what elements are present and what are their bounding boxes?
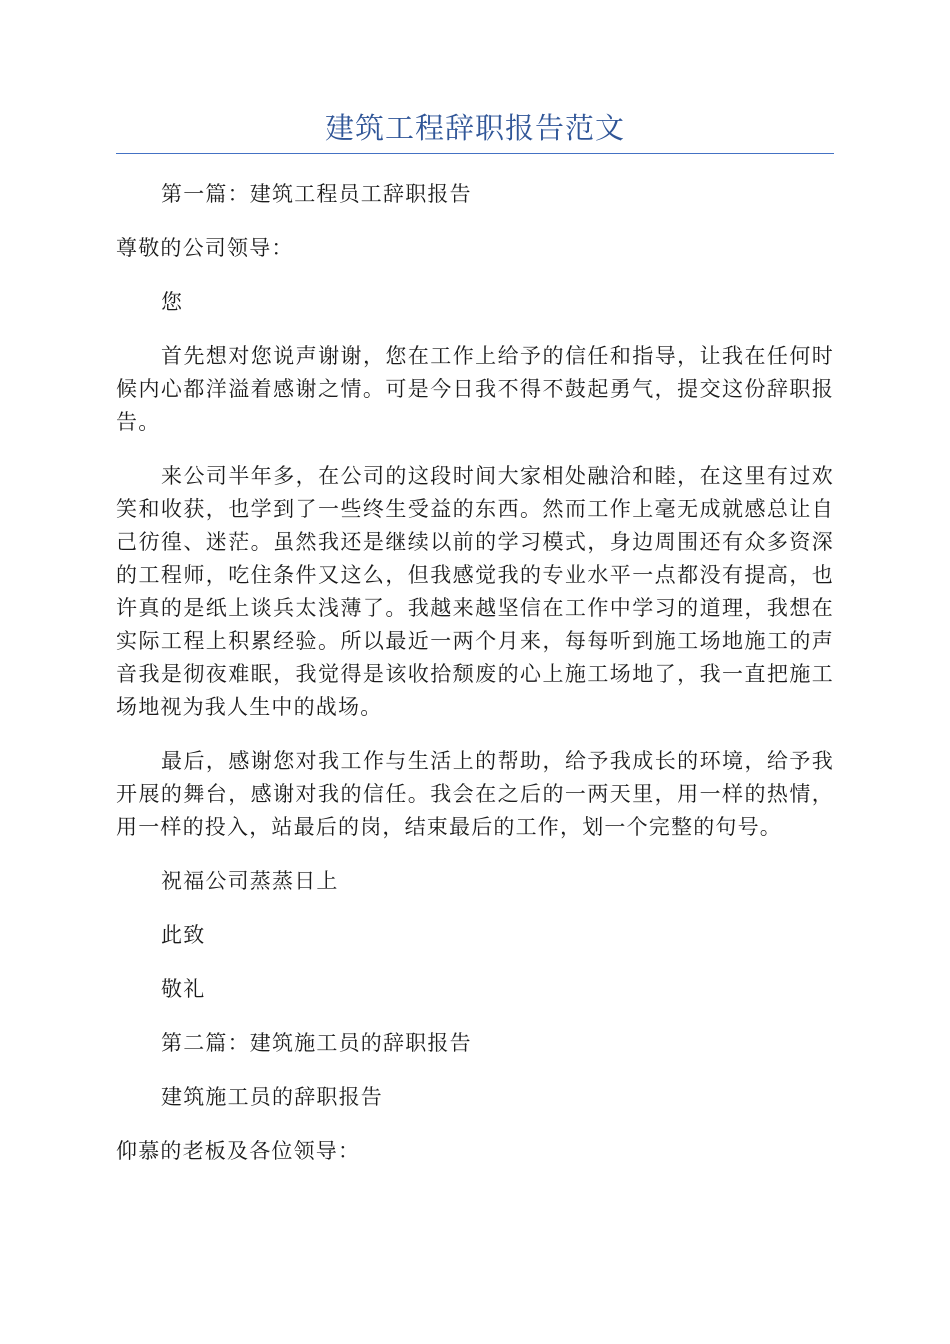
greeting-line: 您 xyxy=(161,290,184,314)
closing-jingli: 敬礼 xyxy=(161,977,206,1001)
closing-wish: 祝福公司蒸蒸日上 xyxy=(161,869,339,893)
body-paragraph: 首先想对您说声谢谢，您在工作上给予的信任和指导，让我在任何时候内心都洋溢着感谢之情。可是今日我不得不鼓起勇气，提交这份辞职报告。 xyxy=(116,344,834,434)
body-paragraph: 来公司半年多，在公司的这段时间大家相处融洽和睦，在这里有过欢笑和收获，也学到了一些终生受益的东西。然而工作上毫无成就感总让自己彷徨、迷茫。虽然我还是继续以前的学习模式，身边周围还有众多资深的工程师，吃住条件又这么，但我感觉我的专业水平一点都没有提高，也许真的是纸上谈兵太浅薄了。我越来越坚信在工作中学习的道理，我想在实际工程上积累经验。所以最近一两个月来，每每听到施工场地施工的声音我是彻夜难眠，我觉得是该收拾颓废的心上施工场地了，我一直把施工场地视为我人生中的战场。 xyxy=(116,464,834,719)
body-paragraph: 最后，感谢您对我工作与生活上的帮助，给予我成长的环境，给予我开展的舞台，感谢对我的信任。我会在之后的一两天里，用一样的热情，用一样的投入，站最后的岗，结束最后的工作，划一个完整的句号。 xyxy=(116,749,834,839)
document-title: 建筑工程辞职报告范文 xyxy=(324,111,625,145)
subsection-title: 建筑施工员的辞职报告 xyxy=(161,1085,383,1109)
salutation: 尊敬的公司领导： xyxy=(116,236,294,260)
closing-cizhi: 此致 xyxy=(161,923,206,947)
document-body xyxy=(116,178,834,1189)
section-heading-1: 第一篇：建筑工程员工辞职报告 xyxy=(161,182,472,206)
section-heading-2: 第二篇：建筑施工员的辞职报告 xyxy=(161,1031,472,1055)
title-underline xyxy=(116,153,834,154)
salutation: 仰慕的老板及各位领导： xyxy=(116,1139,361,1163)
